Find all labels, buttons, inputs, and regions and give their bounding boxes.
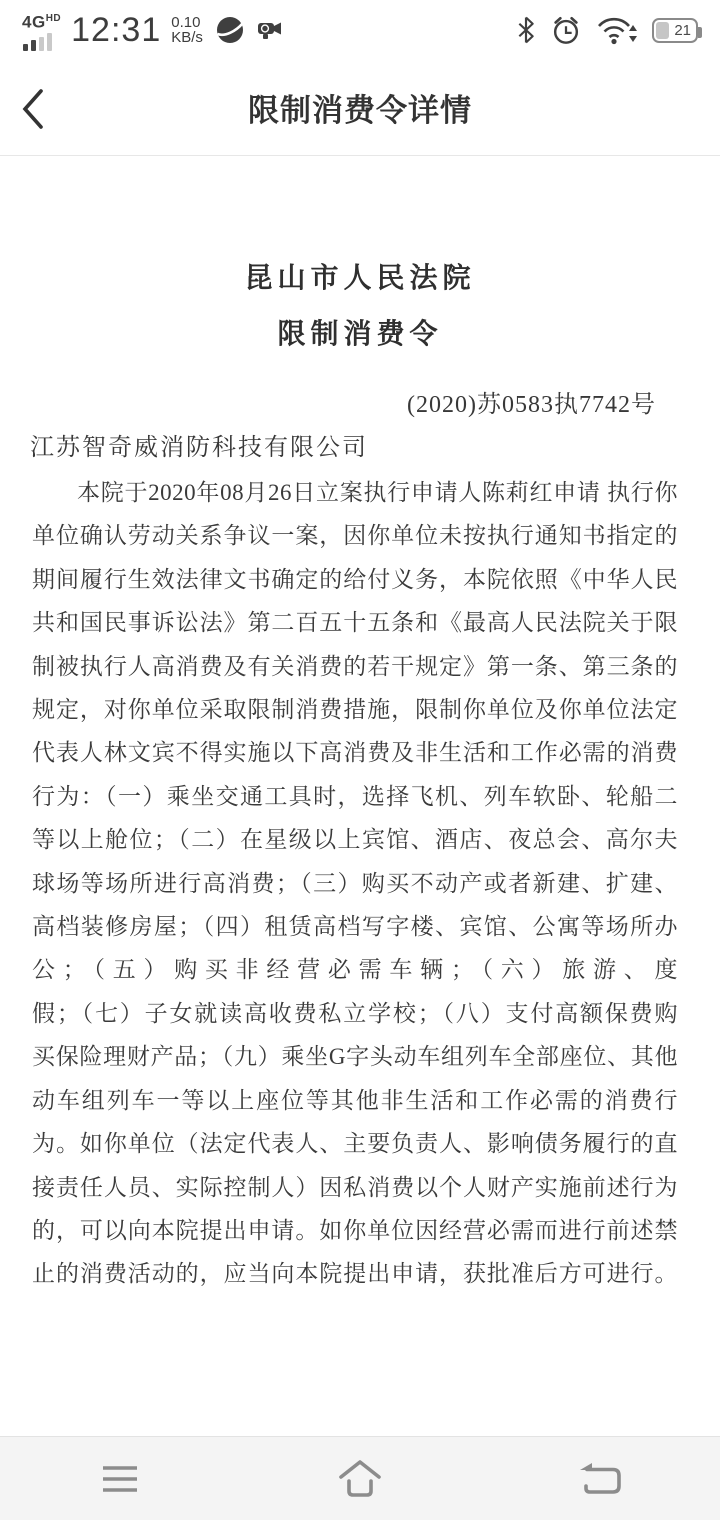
doc-body-line: 代表人林文宾不得实施以下高消费及非生活和工作必需的消费 [32, 740, 678, 766]
planet-app-icon [215, 15, 245, 45]
consumption-order-document [0, 256, 720, 1296]
wifi-block [596, 15, 638, 45]
doc-body-line: 规定，对你单位采取限制消费措施，限制你单位及你单位法定 [32, 697, 678, 723]
traffic-arrows-icon [628, 23, 638, 45]
network-type-label: $4G^{HD}$ [22, 12, 62, 32]
status-bar [0, 0, 720, 60]
home-icon [336, 1458, 384, 1500]
document-body [0, 471, 720, 1296]
doc-body-line: 假；（七）子女就读高收费私立学校；（八）支付高额保费购 [32, 1000, 678, 1026]
case-number: (2020)苏0583执7742号 [407, 392, 656, 418]
menu-button[interactable] [0, 1437, 240, 1520]
battery-icon [652, 18, 698, 43]
doc-body-line: 买保险理财产品；（九）乘坐G字头动车组列车全部座位、其他 [32, 1044, 678, 1070]
signal-block [22, 11, 61, 51]
status-bar-left [22, 9, 283, 51]
doc-body-line: 高档装修房屋；（四）租赁高档写字楼、宾馆、公寓等场所办 [32, 914, 678, 940]
doc-body-line: 制被执行人高消费及有关消费的若干规定》第一条、第三条的 [32, 653, 678, 679]
signal-bars-icon [23, 33, 52, 51]
page-title: 限制消费令详情 [248, 93, 472, 128]
status-bar-right [516, 14, 698, 46]
doc-body-line: 接责任人员、实际控制人）因私消费以个人财产实施前述行为 [32, 1174, 678, 1200]
menu-icon [99, 1465, 141, 1493]
notification-icons [215, 15, 283, 45]
hd-badge: HD [45, 13, 62, 25]
doc-body-line: 球场等场所进行高消费；（三）购买不动产或者新建、扩建、 [32, 870, 678, 896]
doc-body-line: 公；（五）购买非经营必需车辆；（六）旅游、度 [32, 957, 678, 983]
network-speed [171, 15, 203, 45]
speed-unit: KB/s [171, 29, 203, 46]
android-bottom-nav [0, 1436, 720, 1520]
doc-body-line: 止的消费活动的，应当向本院提出申请，获批准后方可进行。 [32, 1261, 678, 1287]
home-button[interactable] [240, 1437, 480, 1520]
company-name: 江苏智奇威消防科技有限公司 [30, 435, 368, 461]
doc-body-line: 本院于2020年08月26日立案执行申请人陈莉红申请 执行你 [77, 480, 678, 505]
doc-body-line: 期间履行生效法律文书确定的给付义务，本院依照《中华人民 [32, 566, 678, 592]
recent-back-icon [575, 1460, 625, 1498]
alarm-clock-icon [550, 14, 582, 46]
back-button[interactable] [20, 86, 64, 132]
nav-bar [0, 60, 720, 156]
doc-body-line: 的，可以向本院提出申请。如你单位因经营必需而进行前述禁 [32, 1217, 678, 1243]
speed-value: 0.10 [171, 14, 201, 31]
document-title: 限制消费令 [277, 319, 443, 350]
clock-time: 12:31 [71, 10, 162, 49]
bluetooth-icon [516, 15, 536, 45]
doc-body-line: 单位确认劳动关系争议一案，因你单位未按执行通知书指定的 [32, 523, 678, 549]
doc-body-line: 行为：（一）乘坐交通工具时，选择飞机、列车软卧、轮船二 [32, 783, 678, 809]
court-name: 昆山市人民法院 [244, 263, 476, 294]
doc-body-line: 为。如你单位（法定代表人、主要负责人、影响债务履行的直 [32, 1131, 678, 1157]
camera-app-icon [253, 17, 283, 43]
doc-body-line: 等以上舱位；（二）在星级以上宾馆、酒店、夜总会、高尔夫 [32, 827, 678, 853]
back-chevron-icon [20, 88, 46, 130]
wifi-icon [596, 15, 632, 45]
doc-body-line: 动车组列车一等以上座位等其他非生活和工作必需的消费行 [32, 1087, 678, 1113]
recent-back-button[interactable] [480, 1437, 720, 1520]
battery-nub [698, 27, 702, 38]
battery-fill [656, 22, 669, 39]
battery-percent: 21 [674, 21, 691, 39]
doc-body-line: 共和国民事诉讼法》第二百五十五条和《最高人民法院关于限 [32, 610, 678, 636]
